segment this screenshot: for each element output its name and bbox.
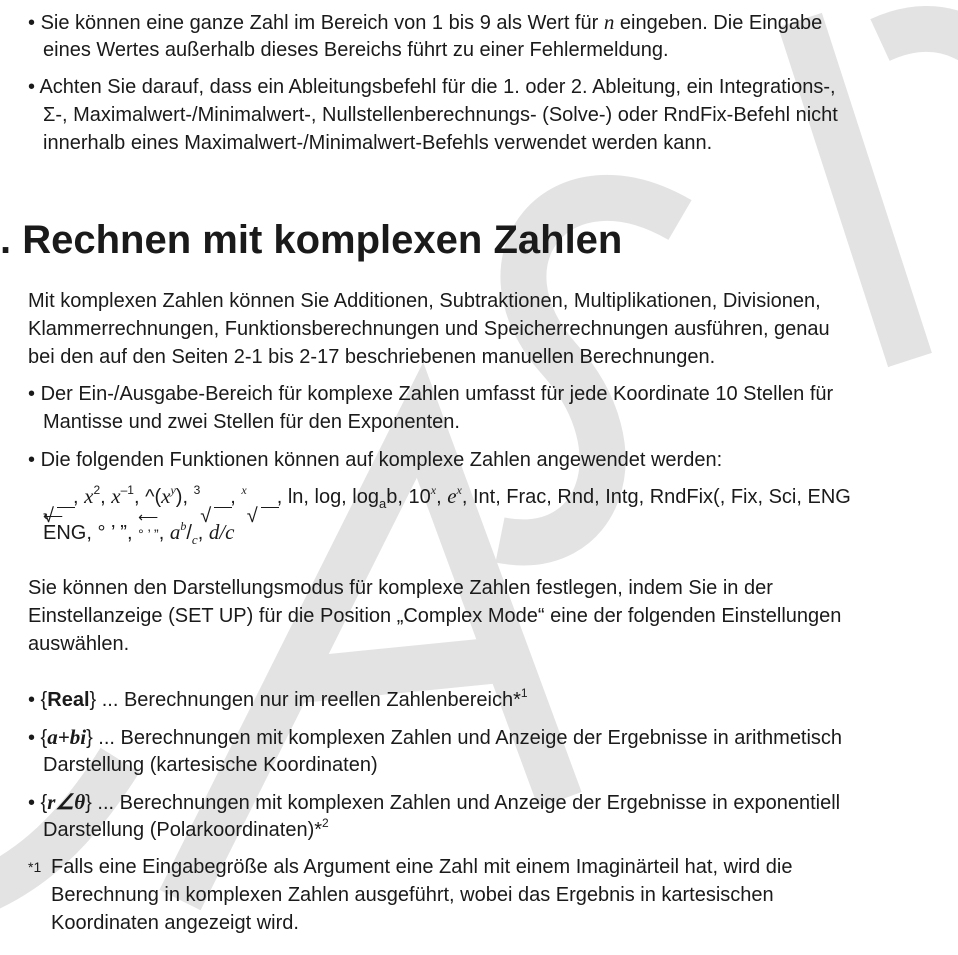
bullet-functions: • Die folgenden Funktionen können auf komplexe Zahlen angewendet werden: [28, 449, 723, 471]
footnote-line-1: Falls eine Eingabegröße als Argument eine Zahl mit einem Imaginärteil hat, wird die [51, 856, 793, 878]
bullet-n-range-line2: eines Wertes außerhalb dieses Bereichs führt zu einer Fehlermeldung. [43, 39, 669, 61]
footnote-mark: *1 [28, 859, 42, 875]
mode-polar-line2: Darstellung (Polarkoordinaten)*$^2$ [43, 816, 329, 841]
eng-arrow: ⟵ ENG [43, 519, 86, 547]
mode-abi-line2: Darstellung (kartesische Koordinaten) [43, 754, 378, 776]
bullet-range: • Der Ein-/Ausgabe-Bereich für komplexe Zahlen umfasst für jede Koordinate 10 Stellen für [28, 383, 834, 405]
intro-line-2: Klammerrechnungen, Funktionsberechnungen und Speicherrechnungen ausführen, genau [28, 318, 830, 340]
bullet-nested-commands: • Achten Sie darauf, dass ein Ableitungsbefehl für die 1. oder 2. Ableitung, ein Integrations-, [28, 76, 836, 98]
footnote-line-2: Berechnung in komplexen Zahlen ausgeführt, wobei das Ergebnis in kartesischen [51, 884, 774, 906]
bullet-nested-commands-line2: Σ-, Maximalwert-/Minimalwert-, Nullstellenberechnungs- (Solve-) oder RndFix-Befehl nicht [43, 104, 838, 126]
setup-line-2: Einstellanzeige (SET UP) für die Position „Complex Mode“ eine der folgenden Einstellungen [28, 605, 842, 627]
setup-line-3: auswählen. [28, 633, 130, 655]
bullet-n-range: • Sie können eine ganze Zahl im Bereich von 1 bis 9 als Wert für n eingeben. Die Eingabe [28, 10, 823, 34]
mode-polar: • {r∠θ} ... Berechnungen mit komplexen Zahlen und Anzeige der Ergebnisse in exponentiell [28, 790, 841, 814]
mode-real: • {Real} ... Berechnungen nur im reellen Zahlenbereich*$^1$ [28, 686, 528, 711]
bullet-nested-commands-line3: innerhalb eines Maximalwert-/Minimalwert-Befehls verwendet werden kann. [43, 132, 713, 154]
function-list-line-2: ⟵ ENG, ° ’ ”, ⟵ ° ’ ”, $a^b/_c$, d/c [43, 518, 234, 548]
bullet-range-line2: Mantisse und zwei Stellen für den Exponenten. [43, 411, 460, 433]
intro-line-1: Mit komplexen Zahlen können Sie Additionen, Subtraktionen, Multiplikationen, Divisionen, [28, 290, 821, 312]
section-heading: . Rechnen mit komplexen Zahlen [0, 218, 623, 262]
function-list-line-1: , $x^2$, $x^{-1}$, $\^{}(x^y)$, $^3$ , $^x$ , ln, log, $\log_ab$, 10$^x$, $e^x$, Int, Frac, Rnd, Intg, RndFix(, Fix, Sci, ENG [73, 483, 851, 511]
mode-abi: • {a+bi} ... Berechnungen mit komplexen Zahlen und Anzeige der Ergebnisse in arithmetisch [28, 725, 843, 749]
intro-line-3: bei den auf den Seiten 2-1 bis 2-17 beschriebenen manuellen Berechnungen. [28, 346, 716, 368]
setup-line-1: Sie können den Darstellungsmodus für komplexe Zahlen festlegen, indem Sie in der [28, 577, 773, 599]
footnote-line-3: Koordinaten angezeigt wird. [51, 912, 299, 934]
dms-arrow: ⟵ ° ’ ” [138, 520, 159, 548]
